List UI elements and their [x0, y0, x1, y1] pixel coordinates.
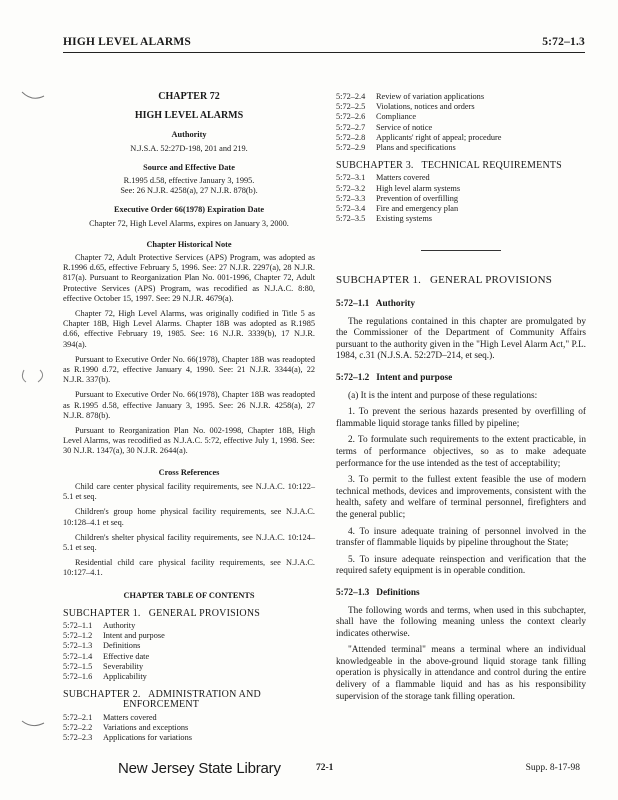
binder-hole-mark [20, 715, 46, 733]
cross-reference: Children's group home physical facility requirements, see N.J.A.C. 10:128–4.1 et seq. [63, 507, 315, 527]
running-header [63, 36, 585, 53]
section-heading: 5:72–1.2 Intent and purpose [336, 373, 453, 383]
left-column [63, 92, 315, 743]
historical-note-paragraph: Pursuant to Executive Order No. 66(1978), Chapter 18B was readopted as R.1995 d.58, effective January 3, 1995. See: 26 N.J.R. 4258(a), 27 N.J.R. 878(b). [63, 390, 315, 420]
page-number: 72-1 [316, 763, 334, 773]
section-paragraph: The regulations contained in this chapter are promulgated by the Commissioner of the Department of Community Affairs pursuant to the authority given in the "High Level Alarm Act," P.L. 1984, c.31 (N.J.S.A. 52:27D–214, et seq.). [336, 316, 586, 362]
definition: "Attended terminal" means a terminal where an individual knowledgeable in the above-ground liquid storage tank filling operation is physically in attendance and control during the entire delivery of a flammable liquid and has as his responsibility supervision of the storage tank filling operation. [336, 645, 586, 702]
section-heading: 5:72–1.1 Authority [336, 299, 416, 310]
toc-subchapter-title-cont: ENFORCEMENT [123, 699, 200, 711]
toc-item: 5:72–1.4 Effective date [63, 651, 150, 661]
toc-item: 5:72–3.4 Fire and emergency plan [336, 204, 459, 214]
toc-item: 5:72–2.3 Applications for variations [63, 732, 192, 742]
toc-heading: CHAPTER TABLE OF CONTENTS [123, 590, 255, 600]
toc-item: 5:72–2.7 Service of notice [336, 122, 433, 132]
toc-item: 5:72–3.2 High level alarm systems [336, 183, 461, 193]
binder-hole-mark [20, 88, 46, 106]
list-item: 3. To permit to the fullest extent feasible the use of modern technical methods, devices and improvements, consistent with the health, safety and welfare of terminal personnel, firefighters and the general public; [336, 475, 586, 520]
toc-list [63, 713, 315, 744]
header-title: HIGH LEVEL ALARMS [63, 36, 192, 48]
supplement-date: Supp. 8-17-98 [525, 763, 580, 773]
toc-subchapter-title: SUBCHAPTER 3. TECHNICAL REQUIREMENTS [336, 160, 562, 172]
toc-item: 5:72–2.9 Plans and specifications [336, 143, 456, 153]
toc-item: 5:72–3.5 Existing systems [336, 214, 433, 224]
chapter-title: HIGH LEVEL ALARMS [134, 110, 244, 122]
section-paragraph: The following words and terms, when used in this subchapter, shall have the following meaning unless the context clearly indicates otherwise. [336, 605, 586, 639]
toc-list [336, 173, 586, 224]
historical-note-paragraph: Chapter 72, High Level Alarms, was originally codified in Title 5 as Chapter 18B, High Level Alarms. Chapter 18B was adopted as R.1985 d.66, effective February 19, 1985. See: 16 N.J.R. 3339(b), 17 N.J.R. 394(a). [63, 309, 315, 349]
right-column [336, 92, 586, 708]
toc-item: 5:72–1.2 Intent and purpose [63, 631, 165, 641]
toc-item: 5:72–1.5 Severability [63, 661, 144, 671]
list-item: 1. To prevent the serious hazards presented by overfilling of flammable liquid storage tanks filled by pipeline; [336, 407, 586, 429]
source-line: See: 26 N.J.R. 4258(a), 27 N.J.R. 878(b). [120, 186, 258, 196]
source-heading: Source and Effective Date [143, 162, 235, 172]
toc-item: 5:72–2.6 Compliance [336, 112, 417, 122]
chapter-number: CHAPTER 72 [158, 91, 220, 102]
binder-hole-mark [20, 368, 46, 386]
section-divider [421, 250, 501, 251]
section-paragraph: (a) It is the intent and purpose of these regulations: [348, 390, 538, 401]
toc-item: 5:72–3.3 Prevention of overfilling [336, 193, 459, 203]
toc-item: 5:72–3.1 Matters covered [336, 173, 430, 183]
toc-item: 5:72–2.8 Applicants' right of appeal; procedure [336, 132, 502, 142]
toc-item: 5:72–1.6 Applicability [63, 671, 147, 681]
exec-order-text: Chapter 72, High Level Alarms, expires on January 3, 2000. [89, 218, 289, 228]
exec-order-heading: Executive Order 66(1978) Expiration Date [113, 205, 265, 215]
cross-reference: Child care center physical facility requirements, see N.J.A.C. 10:122–5.1 et seq. [63, 481, 315, 502]
toc-item: 5:72–2.1 Matters covered [63, 712, 157, 722]
historical-note-paragraph: Pursuant to Executive Order No. 66(1978), Chapter 18B was readopted as R.1990 d.72, effective January 4, 1990. See: 21 N.J.R. 3344(a), 22 N.J.R. 337(b). [63, 354, 315, 385]
historical-note-paragraph: Chapter 72, Adult Protective Services (APS) Program, was adopted as R.1996 d.65, effective February 5, 1996. See: 27 N.J.R. 2297(a), 28 N.J.R. 817(a). Pursuant to Reorganization Plan No. 001-1996, Chapter 72, Adult Protective Services (APS) Program, was recodified as N.J.A.C. 8:80, effective October 15, 1997. See: 29 N.J.R. 4679(a). [63, 253, 315, 303]
toc-list [63, 621, 315, 682]
section-heading: 5:72–1.3 Definitions [336, 587, 420, 598]
list-item: 5. To insure adequate reinspection and verification that the required safety equipment is in operable condition. [336, 554, 586, 577]
regulation-text [336, 275, 586, 703]
list-item: 4. To insure adequate training of personnel involved in the transfer of flammable liquids by pipeline throughout the State; [336, 526, 586, 549]
toc-item: 5:72–1.3 Definitions [63, 641, 141, 651]
library-stamp: New Jersey State Library [118, 760, 281, 777]
toc-subchapter-title: SUBCHAPTER 1. GENERAL PROVISIONS [63, 607, 261, 619]
source-line: R.1995 d.58, effective January 3, 1995. [123, 176, 255, 186]
historical-note-paragraph: Pursuant to Reorganization Plan No. 002-1998, Chapter 18B, High Level Alarms, was recodified as N.J.A.C. 5:72, effective July 1, 1998. See: 30 N.J.R. 1347(a), 30 N.J.R. 2644(a). [63, 426, 315, 456]
historical-note-heading: Chapter Historical Note [146, 239, 232, 249]
cross-reference: Residential child care physical facility requirements, see N.J.A.C. 10:127–4.1. [63, 558, 315, 578]
toc-item: 5:72–2.2 Variations and exceptions [63, 722, 189, 732]
subchapter-heading: SUBCHAPTER 1. GENERAL PROVISIONS [336, 274, 553, 287]
toc-item: 5:72–2.4 Review of variation applications [336, 92, 485, 101]
page-footer [0, 760, 618, 780]
toc-subchapter-title: SUBCHAPTER 2. ADMINISTRATION AND [63, 689, 261, 701]
cross-reference: Children's shelter physical facility requirements, see N.J.A.C. 10:124–5.1 et seq. [63, 532, 315, 552]
authority-heading: Authority [171, 130, 207, 140]
toc-list [336, 92, 586, 153]
list-item: 2. To formulate such requirements to the extent practicable, in terms of performance objectives, so as to make adequate performance for the use intended as the test of acceptability; [336, 435, 586, 469]
toc-item: 5:72–1.1 Authority [63, 620, 136, 630]
toc-item: 5:72–2.5 Violations, notices and orders [336, 102, 475, 112]
authority-text: N.J.S.A. 52:27D-198, 201 and 219. [130, 143, 248, 153]
header-section: 5:72–1.3 [542, 36, 585, 48]
cross-references-heading: Cross References [158, 467, 220, 477]
